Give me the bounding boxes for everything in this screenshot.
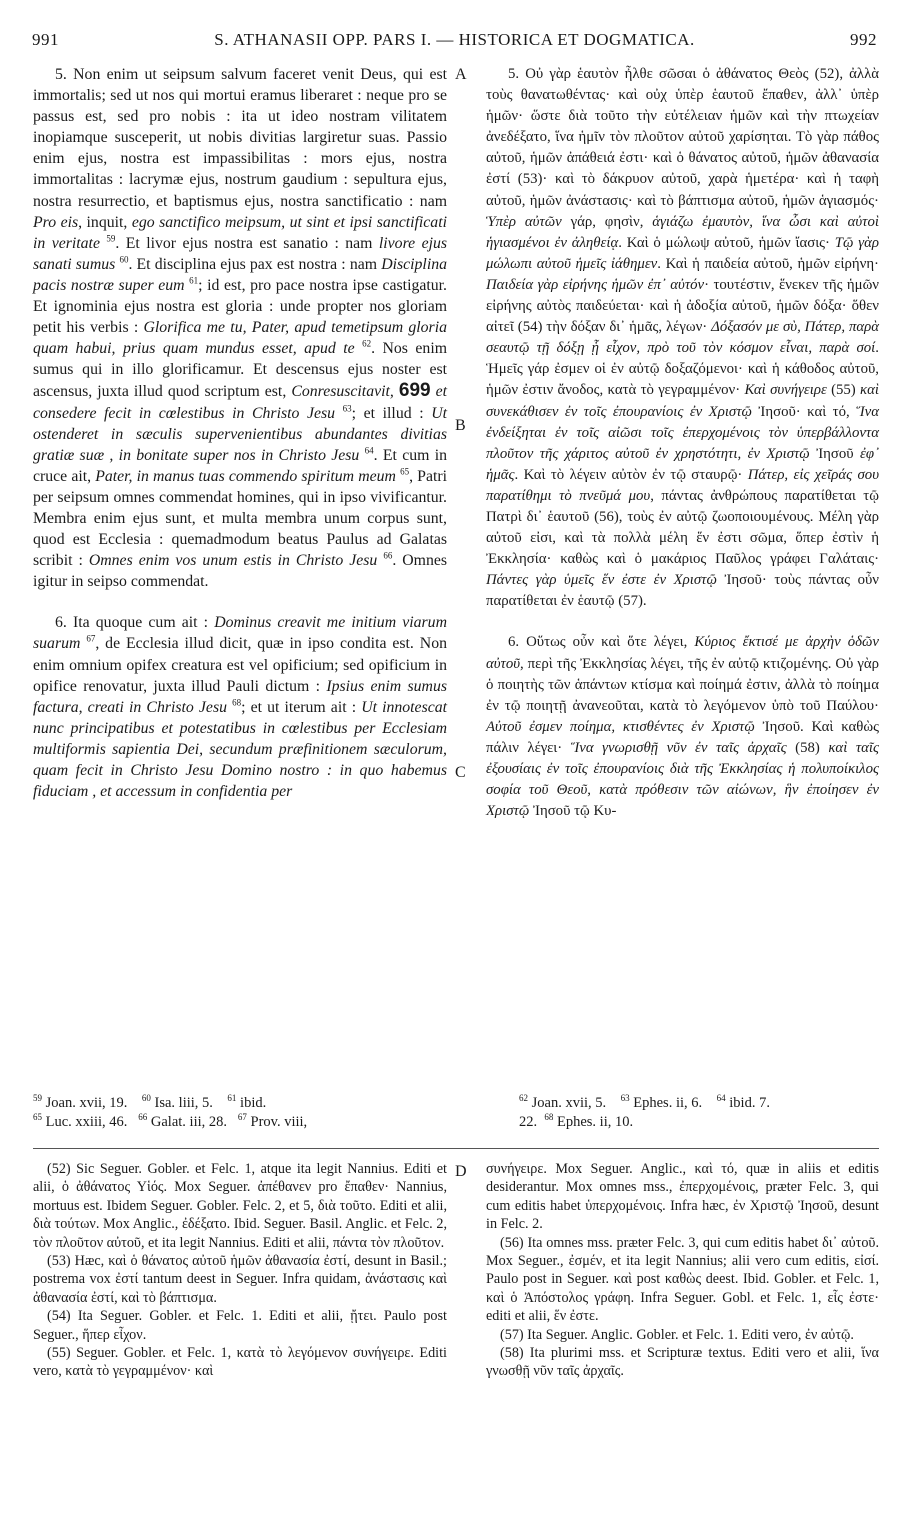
footnotes-left [33,1094,447,1132]
critical-note: (52) Sic Seguer. Gobler. et Felc. 1, atque ita legit Nannius. Editi et alii, ὁ ἀθάνατος Υἱός. Mox Seguer. ἀπέθανεν pro ἔπαθεν· Nannius, mortuus est. Ibidem Seguer. Gobler. Felc. 2, et 5, διὰ τοῦτο. Editi et alii, διὰ τούτων. Mox Anglic., ἐδέξατο. Ibid. Seguer. Basil. Anglic. et Felc. 2, τὸν πλοῦτον αὐτοῦ, et ita legit Nannius. Editi et alii, πάντα τὸν πλοῦτον. [33,1161,447,1251]
critical-note: (57) Ita Seguer. Anglic. Gobler. et Felc. 1. Editi vero, ἐν αὐτῷ. [500,1326,854,1343]
footnote-line: $^{59}$ Joan. xvii, 19. $^{60}$ Isa. liii, 5. $^{61}$ ibid. [33,1093,267,1111]
greek-paragraph-6: 6. Οὕτως οὖν καὶ ὅτε λέγει, Κύριος ἔκτισέ με ἀρχὴν ὁδῶν αὐτοῦ, περὶ τῆς Ἐκκλησίας λέγει, τῆς ἐν αὐτῷ κτιζομένης. Οὐ γὰρ ὁ ποιητὴς τῶν ἁπάντων κτίσμα καὶ ποίημά ἐστιν, ἀλλὰ τὸ ποίημα ἐν τῷ ποιητῇ ἀνανεοῦται, κατὰ τὸ λεγόμενον ὑπὸ τοῦ Παύλου· Αὐτοῦ ἐσμεν ποίημα, κτισθέντες ἐν Χριστῷ Ἰησοῦ. Καὶ καθὼς πάλιν λέγει· Ἵνα γνωρισθῇ νῦν ἐν ταῖς ἀρχαῖς (58) καὶ ταῖς ἐξουσίαις ἐν τοῖς ἐπουρανίοις διὰ τῆς Ἐκκλησίας ἡ πολυποίκιλος σοφία τοῦ Θεοῦ, κατὰ πρόθεσιν τῶν αἰώνων, ἣν ἐποίησεν ἐν Χριστῷ Ἰησοῦ τῷ Κυ- [486,634,880,820]
greek-paragraph-5: 5. Οὐ γὰρ ἑαυτὸν ἦλθε σῶσαι ὁ ἀθάνατος Θεὸς (52), ἀλλὰ τοὺς θανατωθέντας· καὶ οὐχ ὑπὲρ ἑαυτοῦ ἔπαθεν, ἀλλ᾽ ὑπὲρ ἡμῶν· ὥστε διὰ τοῦτο τὴν εὐτέλειαν ἡμῶν καὶ τὴν πτωχείαν ἀνεδέξατο, ἵνα ἡμῖν τὸν πλοῦτον αὐτοῦ χαρίσηται. Τὸ γὰρ πάθος αὐτοῦ, ἡμῶν ἀπάθειά ἐστι· καὶ ὁ θάνατος αὐτοῦ, ἡμῶν ἀθανασία ἐστί (53)· καὶ τὸ δάκρυον αὐτοῦ, χαρὰ ἡμετέρα· καὶ ἡ ταφὴ αὐτοῦ, ἡμῶν ἀνάστασις· καὶ τὸ βάπτισμα αὐτοῦ, ἡμῶν ἁγιασμός· Ὑπὲρ αὐτῶν γάρ, φησὶν, ἁγιάζω ἐμαυτὸν, ἵνα ὦσι καὶ αὐτοὶ ἡγιασμένοι ἐν ἀληθείᾳ. Καὶ ὁ μώλωψ αὐτοῦ, ἡμῶν ἴασις· Τῷ γὰρ μώλωπι αὐτοῦ ἡμεῖς ἰάθημεν. Καὶ ἡ παιδεία αὐτοῦ, ἡμῶν εἰρήνη· Παιδεία γὰρ εἰρήνης ἡμῶν ἐπ᾽ αὐτόν· τουτέστιν, ἕνεκεν τῆς ἡμῶν εἰρήνης αὐτὸς παιδεύεται· καὶ ἡ ἀδοξία αὐτοῦ, ἡμῶν δόξα· ὅθεν αἰτεῖ (54) τὴν δόξαν δι᾽ ἡμᾶς, λέγων· Δόξασόν με σὺ, Πάτερ, παρὰ σεαυτῷ τῇ δόξῃ ᾗ εἶχον, πρὸ τοῦ τὸν κόσμον εἶναι, παρὰ σοί. Ἡμεῖς γάρ ἐσμεν οἱ ἐν αὐτῷ δοξαζόμενοι· καὶ ἡ κάθοδος αὐτοῦ, ἡμῶν ἐστιν ἄνοδος, κατὰ τὸ γεγραμμένον· Καὶ συνήγειρε (55) καὶ συνεκάθισεν ἐν τοῖς ἐπουρανίοις ἐν Χριστῷ Ἰησοῦ· καὶ τό, Ἵνα ἐνδείξηται ἐν τοῖς αἰῶσι τοῖς ἐπερχομένοις τὸν ὑπερβάλλοντα πλοῦτον τῆς χάριτος αὐτοῦ ἐν χρηστότητι, ἐν Χριστῷ Ἰησοῦ ἐφ᾽ ἡμᾶς. Καὶ τὸ λέγειν αὐτὸν ἐν τῷ σταυρῷ· Πάτερ, εἰς χεῖράς σου παρατίθημι τὸ πνεῦμά μου, πάντας ἀνθρώπους παρατίθεται τῷ Πατρὶ δι᾽ ἑαυτοῦ (56), τοὺς ἐν αὐτῷ ζωοποιουμένους. Μέλη γὰρ αὐτοῦ εἰσι, καὶ τὰ πολλὰ μέλη ἕν ἐστι σῶμα, ὅπερ ἐστὶν ἡ Ἐκκλησία· καθὼς καὶ ὁ μακάριος Παῦλος γράφει Γαλάταις· Πάντες γὰρ ὑμεῖς ἕν ἐστε ἐν Χριστῷ Ἰησοῦ· τοὺς πάντας οὖν παρατίθεται ἐν ἑαυτῷ (57). [486,66,879,610]
footnote-ref: 68 [232,697,242,708]
footnotes-right [519,1094,905,1132]
critical-note: συνήγειρε. Mox Seguer. Anglic., καὶ τό, quæ in aliis et editis desiderantur. Mox omnes mss., ἐπερχομένοις, præter Felc. 3, qui cum editis habet ὑπερχομένοις. Infra hæc, ἐν Χριστῷ Ἰησοῦ, desunt in Felc. 2. [486,1161,879,1233]
running-header [32,30,877,56]
footnote-ref: 66 [383,550,393,561]
notes-divider [33,1148,879,1149]
critical-note: (58) Ita plurimi mss. et Scripturæ textus. Editi vero et alii, ἵνα γνωσθῇ νῦν ταῖς ἀρχαῖς. [486,1345,879,1380]
margin-letter-a: A [455,66,467,83]
footnote-ref: 64 [364,445,374,456]
footnote-ref: 67 [86,634,96,645]
footnote-line: $^{62}$ Joan. xvii, 5. $^{63}$ Ephes. ii, 6. $^{64}$ ibid. 7. [519,1093,770,1111]
critical-notes-right [486,1160,879,1381]
running-title: S. ATHANASII OPP. PARS I. — HISTORICA ET DOGMATICA. [214,30,695,49]
footnote-line: $^{65}$ Luc. xxiii, 46. $^{66}$ Galat. iii, 28. $^{67}$ Prov. viii, [33,1112,308,1130]
footnote-ref: 63 [342,403,352,414]
critical-note: (53) Hæc, καὶ ὁ θάνατος αὐτοῦ ἡμῶν ἀθανασία ἐστί, desunt in Basil.; postrema vox ἐστί tantum deest in Seguer. Infra quidam, ἀνάστασις καὶ ἀθανασία ἐστί, καὶ τὸ βάπτισμα. [33,1253,447,1306]
latin-column [33,64,447,802]
footnote-line: 22. $^{68}$ Ephes. ii, 10. [519,1112,634,1130]
latin-paragraph-6: 6. Ita quoque cum ait : Dominus creavit me initium viarum suarum $^{67}$, de Ecclesia illud dicit, quæ in ipso condita est. Non enim omnium opifex creatura est vel opificium; sed opificium in opifice renovatur, juxta illud Pauli dictum : Ipsius enim sumus factura, creati in Christo Jesu $^{68}$; et ut iterum ait : Ut innotescat nunc principatibus et potestatibus in cœlestibus per Ecclesiam multiformis sapientia Dei, secundum præfinitionem sæculorum, quam fecit in Christo Jesu Domino nostro : in quo habemus fiduciam , et accessum in confidentia per [33,614,448,801]
critical-note: (56) Ita omnes mss. præter Felc. 3, qui cum editis habet δι᾽ αὐτοῦ. Mox Seguer., ἐσμέν, et ita legit Nannius; alii vero cum editis, εἰσί. Paulo post in Seguer. καὶ post καθὼς deest. Ibid. Gobler. et Felc. 1, καὶ ὁ Ἀπόστολος γράφη. Infra Seguer. Gobl. et Felc. 1, εἷς ἐστε· editi et alii, ἕν ἐστε. [486,1234,879,1325]
margin-letter-b: B [455,417,466,434]
page-number-right: 992 [850,30,877,49]
footnote-ref: 62 [362,338,372,349]
footnote-ref: 60 [119,254,129,265]
margin-letter-c: C [455,764,466,781]
page-number-left: 991 [32,30,59,49]
greek-column [486,64,879,822]
footnote-ref: 61 [189,275,199,286]
column-number: 699 [398,380,431,402]
critical-note: (54) Ita Seguer. Gobler. et Felc. 1. Editi et alii, ᾔτει. Paulo post Seguer., ἥπερ εἶχον. [33,1308,447,1343]
critical-notes-left [33,1160,447,1381]
footnote-ref: 65 [400,466,410,477]
critical-note: (55) Seguer. Gobler. et Felc. 1, κατὰ τὸ λεγόμενον συνήγειρε. Editi vero, κατὰ τὸ γεγραμμένον· καὶ [33,1345,447,1380]
latin-paragraph-5: 5. Non enim ut seipsum salvum faceret venit Deus, qui est immortalis; sed ut nos qui mortui eramus liberaret : neque pro se passus est, sed pro nobis : ita ut ideo nostram vilitatem inopiamque susceperit, ut nobis divitias largiretur suas. Passio enim ejus, nostra est impassibilitas : mors ejus, nostra immortalitas : lacrymæ ejus, nostrum gaudium : sepultura ejus, nostra resurrectio, et baptismus ejus, nostra sanctificatio : nam Pro eis, inquit, ego sanctifico meipsum, ut sint et ipsi sanctificati in veritate $^{59}$. Et livor ejus nostra est sanatio : nam livore ejus sanati sumus $^{60}$. Et disciplina ejus pax est nostra : nam Disciplina pacis nostræ super eum $^{61}$; id est, pro pace nostra ipse castigatur. Et ignominia ejus nostra est gloria : unde propter nos gloriam petit his verbis : Glorifica me tu, Pater, apud temetipsum gloria quam habui, prius quam mundus esset, apud te $^{62}$. Nos enim sumus qui in illo glorificamur. Et descensus ejus noster est ascensus, juxta illud quod scriptum est, Conresuscitavit, 699 et consedere fecit in cœlestibus in Christo Jesu $^{63}$; et illud : Ut ostenderet in sæculis supervenientibus abundantes divitias gratiæ suæ , in bonitate super nos in Christo Jesu $^{64}$. Et cum in cruce ait, Pater, in manus tuas commendo spiritum meum $^{65}$, Patri per seipsum omnes commendat homines, qui in ipso vivificantur. Membra enim ejus sunt, et multa membra unum corpus sunt, quod est Ecclesia : quemadmodum beatus Paulus ad Galatas scribit : Omnes enim vos unum estis in Christo Jesu $^{66}$. Omnes igitur in seipso commendat. [33,66,448,591]
footnote-ref: 59 [106,233,116,244]
margin-letter-d: D [455,1163,467,1180]
